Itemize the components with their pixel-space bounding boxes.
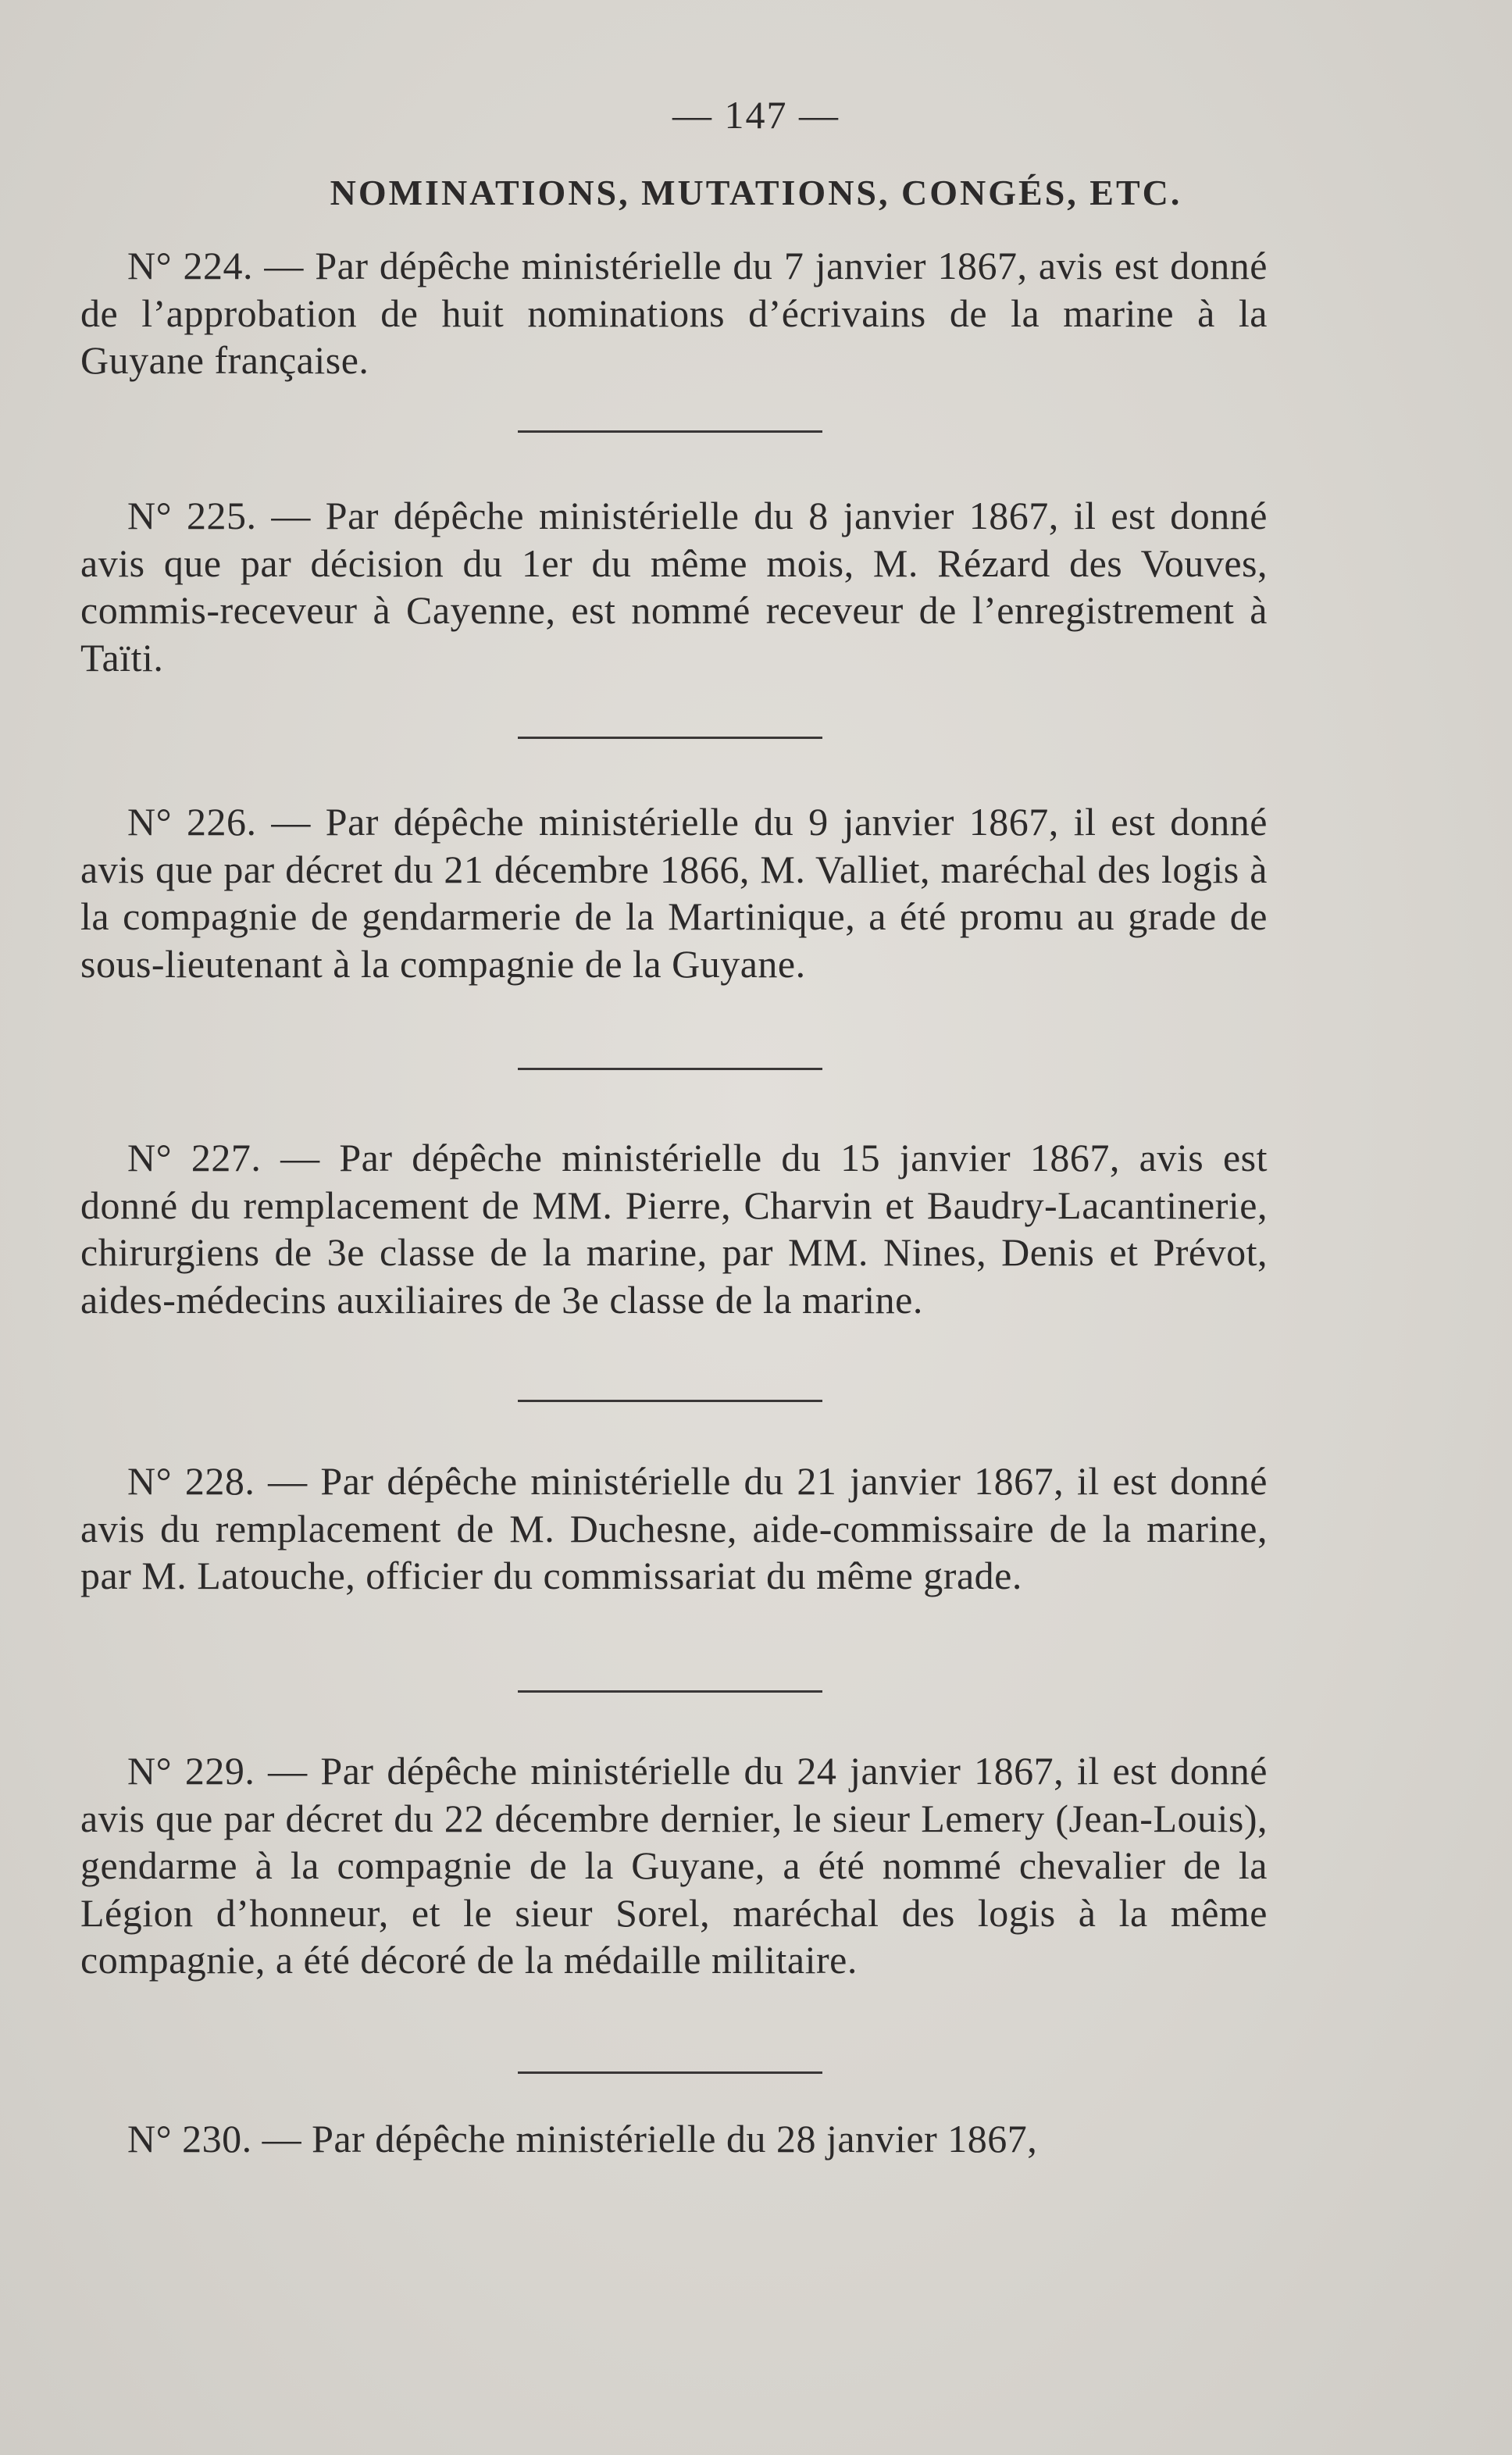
entry-227 <box>80 1134 1268 1323</box>
entry-text: N° 227. — Par dépêche ministérielle du 15 janvier 1867, avis est donné du remplacement de MM. Pierre, Charvin et Baudry-Lacantinerie, chirurgiens de 3e classe de la marine, par MM. Nines, Denis et Prévot, aides-médecins auxiliaires de 3e classe de la marine. <box>80 1136 1268 1322</box>
separator-rule <box>518 430 822 433</box>
entry-226 <box>80 798 1268 987</box>
entry-229 <box>80 1747 1268 1984</box>
page-number: — 147 — <box>672 93 840 137</box>
entry-text: N° 226. — Par dépêche ministérielle du 9 janvier 1867, il est donné avis que par décret du 21 décembre 1866, M. Valliet, maréchal des logis à la compagnie de gendarmerie de la Martinique, a été promu au grade de sous-lieutenant à la compagnie de la Guyane. <box>80 800 1268 986</box>
entry-228 <box>80 1458 1268 1600</box>
separator-rule <box>518 2071 822 2074</box>
entry-230 <box>80 2115 1268 2163</box>
separator-rule <box>518 737 822 739</box>
entry-225 <box>80 492 1268 681</box>
entry-224 <box>80 242 1268 384</box>
section-heading: NOMINATIONS, MUTATIONS, CONGÉS, ETC. <box>330 173 1182 212</box>
separator-rule <box>518 1068 822 1070</box>
entry-text: N° 224. — Par dépêche ministérielle du 7 janvier 1867, avis est donné de l’approbation de huit nominations d’écrivains de la marine à la Guyane française. <box>80 244 1268 382</box>
entry-text: N° 229. — Par dépêche ministérielle du 24 janvier 1867, il est donné avis que par décret du 22 décembre dernier, le sieur Lemery (Jean-Louis), gendarme à la compagnie de la Guyane, a été nommé chevalier de la Légion d’honneur, et le sieur Sorel, maréchal des logis à la même compagnie, a été décoré de la médaille militaire. <box>80 1749 1268 1982</box>
entry-text: N° 228. — Par dépêche ministérielle du 21 janvier 1867, il est donné avis du remplacement de M. Duchesne, aide-commissaire de la marine, par M. Latouche, officier du commissariat du même grade. <box>80 1459 1268 1597</box>
entry-text: N° 230. — Par dépêche ministérielle du 28 janvier 1867, <box>127 2117 1038 2161</box>
entry-text: N° 225. — Par dépêche ministérielle du 8 janvier 1867, il est donné avis que par décision du 1er du même mois, M. Rézard des Vouves, commis-receveur à Cayenne, est nommé receveur de l’enregistrement à Taïti. <box>80 494 1268 680</box>
separator-rule <box>518 1690 822 1693</box>
separator-rule <box>518 1400 822 1402</box>
